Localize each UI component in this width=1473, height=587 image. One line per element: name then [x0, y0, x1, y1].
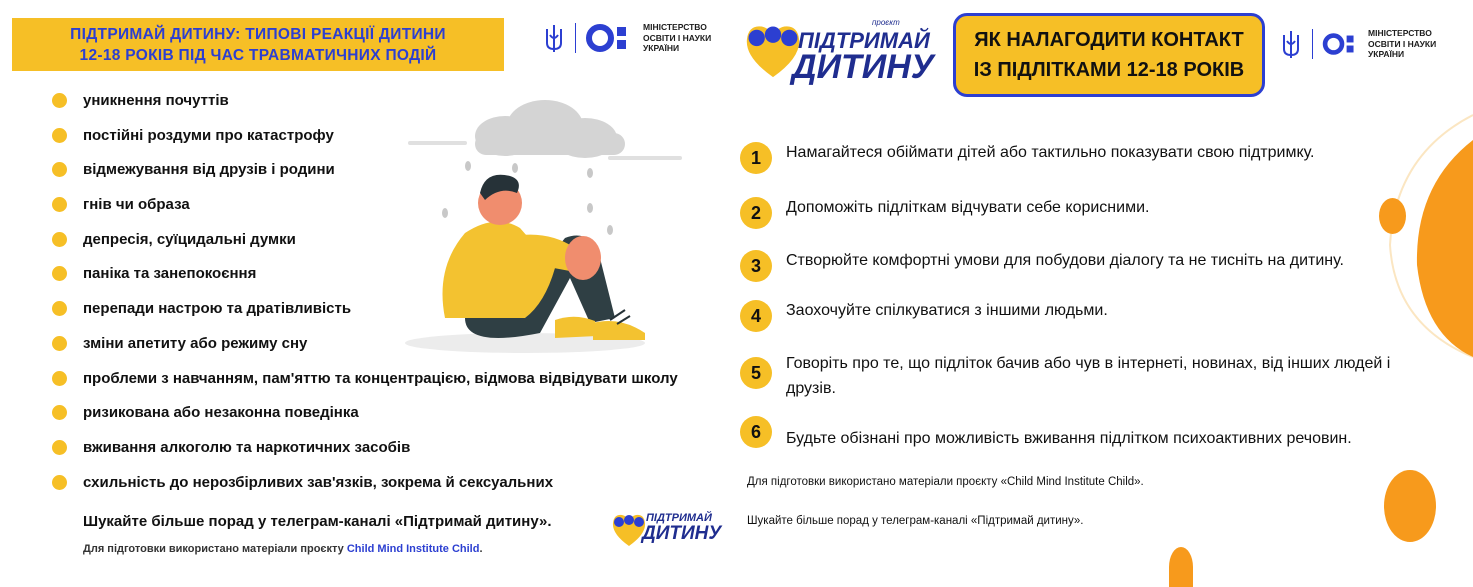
left-source-note: Для підготовки використано матеріали проєкту Child Mind Institute Child. [83, 543, 483, 555]
left-footer-text: Шукайте більше порад у телеграм-каналі «Підтримай дитину». [83, 513, 552, 530]
list-item: депресія, суїцидальні думки [52, 231, 296, 248]
list-item: постійні роздуми про катастрофу [52, 127, 334, 144]
ministry-mark-icon [1322, 29, 1362, 59]
step-item [740, 140, 1426, 174]
left-title-banner [12, 18, 504, 71]
right-title-line1: ЯК НАЛАГОДИТИ КОНТАКТ [974, 29, 1244, 51]
bullet-dot-icon [52, 336, 67, 351]
step-number-badge: 2 [740, 197, 772, 229]
sad-teen-illustration [405, 88, 715, 368]
left-title-line2: 12-18 РОКІВ ПІД ЧАС ТРАВМАТИЧНИХ ПОДІЙ [79, 46, 437, 64]
step-number-badge: 4 [740, 300, 772, 332]
logo-divider [575, 23, 576, 53]
logo-word2: ДИТИНУ [792, 48, 934, 86]
decorative-dot [1169, 547, 1193, 587]
bullet-dot-icon [52, 128, 67, 143]
bullet-dot-icon [52, 371, 67, 386]
step-text: Будьте обізнані про можливість вживання підлітком психоактивних речовин. [786, 430, 1352, 447]
ministry-name: МІНІСТЕРСТВО ОСВІТИ І НАУКИ УКРАЇНИ [643, 22, 712, 53]
step-text: Намагайтеся обіймати дітей або тактильно показувати свою підтримку. [786, 144, 1315, 161]
logo-small-caption: проєкт [872, 18, 900, 27]
bullet-dot-icon [52, 475, 67, 490]
bullet-dot-icon [52, 93, 67, 108]
ministry-logo-left [544, 22, 711, 54]
step-text: Створюйте комфортні умови для побудови діалогу та не тисніть на дитину. [786, 252, 1344, 269]
left-title-line1: ПІДТРИМАЙ ДИТИНУ: ТИПОВІ РЕАКЦІЇ ДИТИНИ [70, 25, 446, 43]
right-footer-note: Шукайте більше порад у телеграм-каналі «Підтримай дитину». [747, 515, 1084, 527]
list-item: гнів чи образа [52, 196, 190, 213]
bullet-dot-icon [52, 301, 67, 316]
bullet-dot-icon [52, 266, 67, 281]
list-item: проблеми з навчанням, пам'яттю та концентрацією, відмова відвідувати школу [52, 370, 678, 387]
step-item [740, 195, 1426, 229]
step-text: Допоможіть підліткам відчувати себе корисними. [786, 199, 1150, 216]
step-item [740, 414, 1426, 451]
right-title-banner [953, 13, 1265, 97]
step-item [740, 248, 1426, 282]
list-item: схильність до нерозбірливих зав'язків, зокрема й сексуальних [52, 474, 553, 491]
list-item: зміни апетиту або режиму сну [52, 335, 307, 352]
project-logo-large [742, 14, 934, 86]
step-number-badge: 3 [740, 250, 772, 282]
step-number-badge: 6 [740, 416, 772, 448]
bullet-dot-icon [52, 440, 67, 455]
ministry-mark-icon [585, 23, 637, 53]
trident-icon [544, 23, 564, 53]
source-link[interactable]: Child Mind Institute Child [346, 543, 480, 555]
step-item [740, 298, 1426, 332]
step-text: Говоріть про те, що підліток бачив або чув в інтернеті, новинах, від інших людей і друзів. [786, 355, 1391, 397]
list-item: відмежування від друзів і родини [52, 161, 335, 178]
bullet-dot-icon [52, 162, 67, 177]
project-logo-small [610, 512, 720, 552]
step-item [740, 351, 1416, 401]
bullet-dot-icon [52, 197, 67, 212]
list-item: паніка та занепокоєння [52, 265, 256, 282]
ministry-name: МІНІСТЕРСТВО ОСВІТИ І НАУКИ УКРАЇНИ [1368, 28, 1437, 59]
step-number-badge: 1 [740, 142, 772, 174]
decorative-dot [1384, 470, 1436, 542]
list-item: перепади настрою та дратівливість [52, 300, 351, 317]
bullet-dot-icon [52, 405, 67, 420]
logo-word1: ПІДТРИМАЙ [646, 512, 712, 524]
ministry-logo-right [1281, 28, 1436, 60]
list-item: ризикована або незаконна поведінка [52, 404, 359, 421]
logo-divider [1312, 29, 1313, 59]
logo-word2: ДИТИНУ [642, 523, 722, 544]
list-item: вживання алкоголю та наркотичних засобів [52, 439, 410, 456]
step-text: Заохочуйте спілкуватися з іншими людьми. [786, 302, 1108, 319]
trident-icon [1281, 29, 1301, 59]
step-number-badge: 5 [740, 357, 772, 389]
right-source-note: Для підготовки використано матеріали проєкту «Child Mind Institute Child». [747, 476, 1144, 488]
right-title-line2: ІЗ ПІДЛІТКАМИ 12-18 РОКІВ [973, 59, 1245, 81]
bullet-dot-icon [52, 232, 67, 247]
logo-word1: ПІДТРИМАЙ [798, 28, 930, 53]
list-item: уникнення почуттів [52, 92, 229, 109]
